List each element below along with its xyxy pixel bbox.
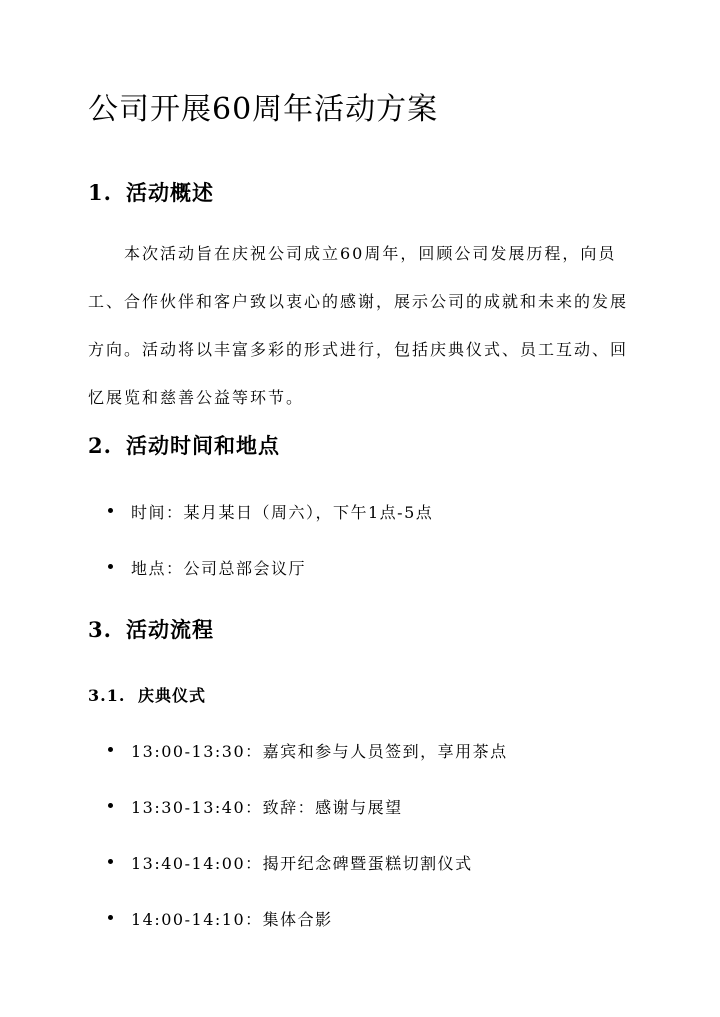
section-title: 活动流程 (126, 617, 214, 642)
section-number: 2. (88, 433, 112, 458)
section-title: 活动时间和地点 (126, 433, 280, 458)
section-number: 3. (88, 617, 112, 642)
section-heading-process (88, 614, 214, 644)
subsection-title: 庆典仪式 (138, 686, 207, 705)
section-heading-overview (88, 177, 214, 207)
list-item-text: 时间：某月某日（周六），下午1点-5点 (131, 503, 434, 522)
list-item-text: 13:30-13:40：致辞：感谢与展望 (131, 798, 403, 817)
list-item-text: 13:40-14:00：揭开纪念碑暨蛋糕切割仪式 (131, 854, 473, 873)
bullet-icon (108, 508, 113, 513)
subsection-number: 3.1. (88, 686, 126, 705)
section-title: 活动概述 (126, 180, 214, 205)
section-heading-time-location (88, 430, 280, 460)
list-item-text: 地点：公司总部会议厅 (131, 559, 307, 578)
section-number: 1. (88, 180, 112, 205)
bullet-icon (108, 803, 113, 808)
list-item-text: 14:00-14:10：集体合影 (131, 910, 333, 929)
bullet-icon (108, 859, 113, 864)
subsection-heading-ceremony (88, 683, 206, 706)
list-item-text: 13:00-13:30：嘉宾和参与人员签到，享用茶点 (131, 742, 508, 761)
bullet-icon (108, 747, 113, 752)
bullet-icon (108, 915, 113, 920)
document-title: 公司开展60周年活动方案 (88, 92, 439, 127)
overview-paragraph: 本次活动旨在庆祝公司成立60周年，回顾公司发展历程，向员工、合作伙伴和客户致以衷心的感谢，展示公司的成就和未来的发展方向。活动将以丰富多彩的形式进行，包括庆典仪式、员工互动、回忆展览和慈善公益等环节。 (88, 244, 629, 407)
bullet-icon (108, 564, 113, 569)
